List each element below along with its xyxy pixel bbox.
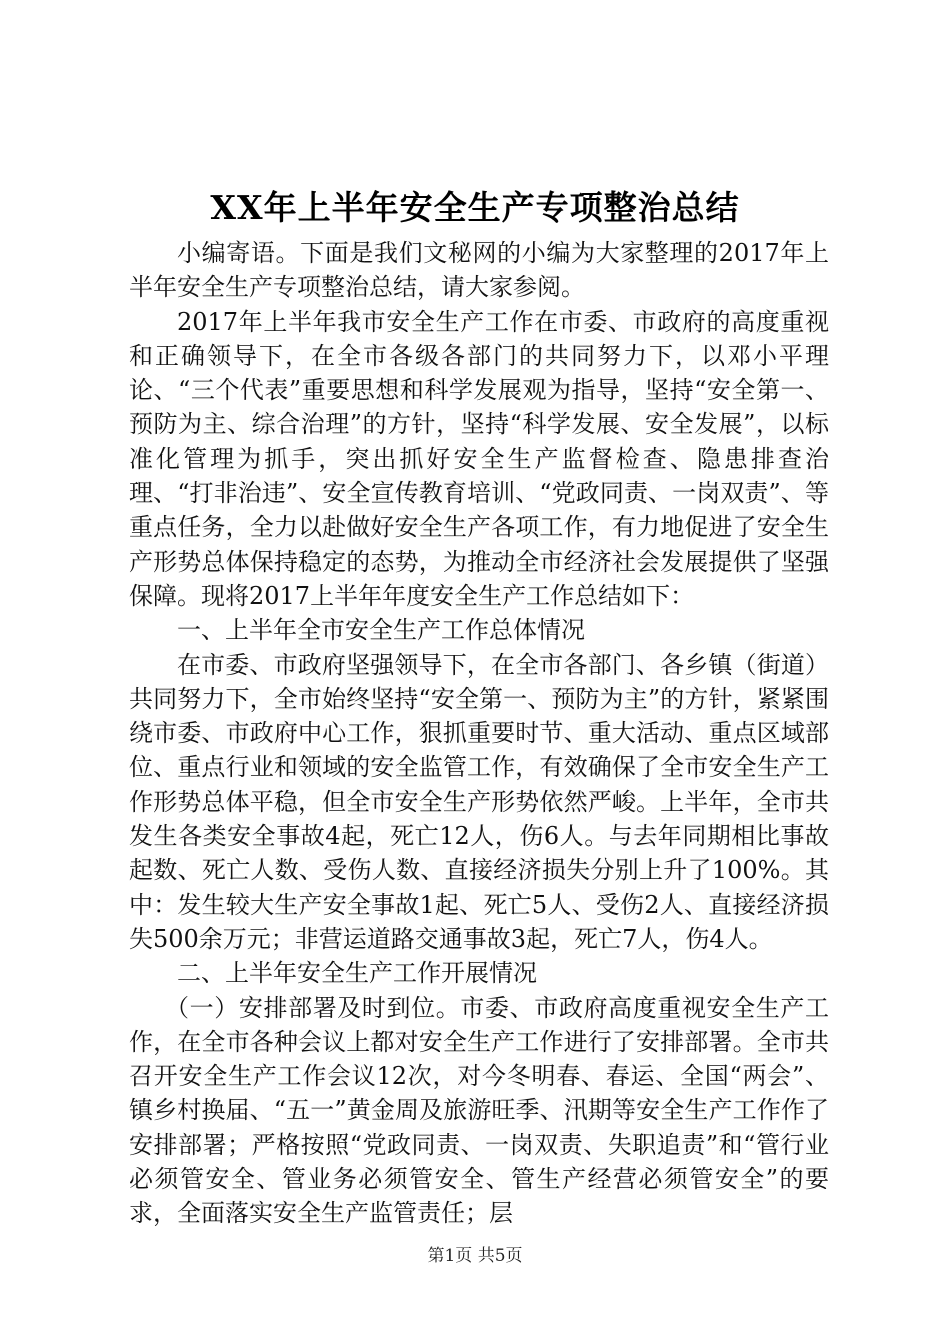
paragraph-intro: 小编寄语。下面是我们文秘网的小编为大家整理的2017年上半年安全生产专项整治总结，请大家参阅。 (129, 239, 829, 302)
section-heading-1: 一、上半年全市安全生产工作总体情况 (177, 616, 585, 645)
section-heading-2: 二、上半年安全生产工作开展情况 (177, 959, 537, 988)
page-footer: 第1页 共5页 (427, 1246, 523, 1266)
paragraph-section-2-item-1: （一）安排部署及时到位。市委、市政府高度重视安全生产工作，在全市各种会议上都对安全生产工作进行了安排部署。全市共召开安全生产工作会议12次，对今冬明春、春运、全国“两会”、镇乡村换届、“五一”黄金周及旅游旺季、汛期等安全生产工作作了安排部署；严格按照“党政同责、一岗双责、失职追责”和“管行业必须管安全、管业务必须管安全、管生产经营必须管安全”的要求，全面落实安全生产监管责任；层 (129, 993, 829, 1228)
document-title: XX年上半年安全生产专项整治总结 (210, 188, 740, 227)
paragraph-overview: 2017年上半年我市安全生产工作在市委、市政府的高度重视和正确领导下，在全市各级各部门的共同努力下，以邓小平理论、“三个代表”重要思想和科学发展观为指导，坚持“安全第一、预防为主、综合治理”的方针，坚持“科学发展、安全发展”，以标准化管理为抓手，突出抓好安全生产监督检查、隐患排查治理、“打非治违”、安全宣传教育培训、“党政同责、一岗双责”、等重点任务，全力以赴做好安全生产各项工作，有力地促进了安全生产形势总体保持稳定的态势，为推动全市经济社会发展提供了坚强保障。现将2017上半年年度安全生产工作总结如下： (129, 307, 829, 610)
document-body (129, 236, 829, 1231)
paragraph-section-1: 在市委、市政府坚强领导下，在全市各部门、各乡镇（街道）共同努力下，全市始终坚持“安全第一、预防为主”的方针，紧紧围绕市委、市政府中心工作，狠抓重要时节、重大活动、重点区域部位、重点行业和领域的安全监管工作，有效确保了全市安全生产工作形势总体平稳，但全市安全生产形势依然严峻。上半年，全市共发生各类安全事故4起，死亡12人，伤6人。与去年同期相比事故起数、死亡人数、受伤人数、直接经济损失分别上升了100%。其中：发生较大生产安全事故1起、死亡5人、受伤2人、直接经济损失500余万元；非营运道路交通事故3起，死亡7人，伤4人。 (129, 650, 829, 953)
